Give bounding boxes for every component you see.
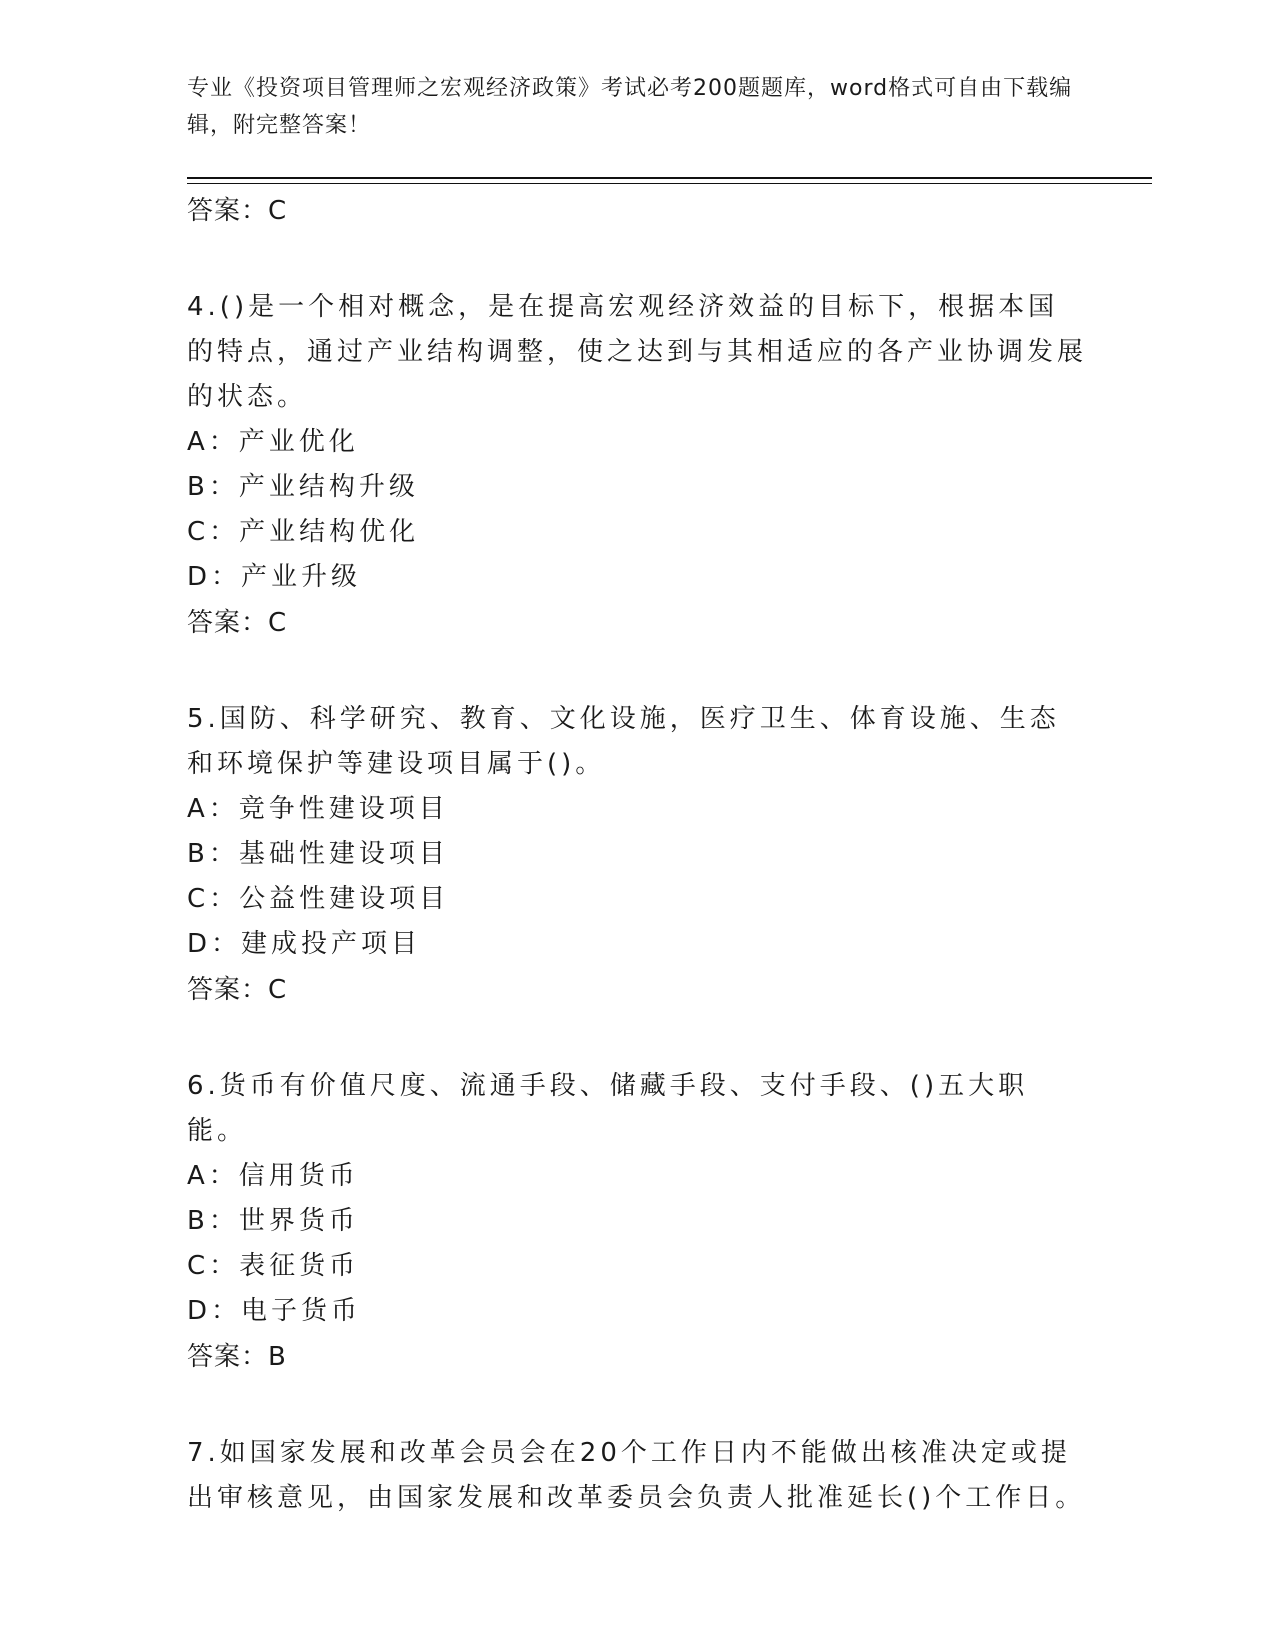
answer-line: 答案：B (187, 1342, 287, 1372)
option-a: A：信用货币 (187, 1161, 359, 1191)
option-d: D：产业升级 (187, 562, 362, 592)
answer-line: 答案：C (187, 196, 288, 226)
answer-line: 答案：C (187, 975, 288, 1005)
question-block (187, 1064, 1087, 1380)
option-a: A：竞争性建设项目 (187, 794, 449, 824)
question-text: 7.如国家发展和改革会员会在20个工作日内不能做出核准决定或提出审核意见，由国家发展和改革委员会负责人批准延长()个工作日。 (187, 1438, 1086, 1513)
header-divider-thick (187, 177, 1152, 179)
option-c: C：表征货币 (187, 1251, 360, 1281)
option-b: B：基础性建设项目 (187, 839, 449, 869)
question-text: 6.货币有价值尺度、流通手段、储藏手段、支付手段、()五大职能。 (187, 1071, 1029, 1146)
answer-line: 答案：C (187, 608, 288, 638)
question-block (187, 697, 1087, 1013)
option-d: D：建成投产项目 (187, 929, 422, 959)
question-text: 4.()是一个相对概念，是在提高宏观经济效益的目标下，根据本国的特点，通过产业结构调整，使之达到与其相适应的各产业协调发展的状态。 (187, 292, 1088, 412)
option-b: B：产业结构升级 (187, 472, 419, 502)
question-text: 5.国防、科学研究、教育、文化设施，医疗卫生、体育设施、生态和环境保护等建设项目属于()。 (187, 704, 1060, 779)
option-c: C：公益性建设项目 (187, 884, 450, 914)
document-header: 专业《投资项目管理师之宏观经济政策》考试必考200题题库，word格式可自由下载编辑，附完整答案！ (187, 76, 1073, 138)
option-d: D：电子货币 (187, 1296, 362, 1326)
question-block (187, 285, 1087, 646)
header-divider-thin (187, 183, 1152, 184)
question-block (187, 1431, 1087, 1521)
option-b: B：世界货币 (187, 1206, 359, 1236)
option-c: C：产业结构优化 (187, 517, 420, 547)
option-a: A：产业优化 (187, 427, 359, 457)
question-list (187, 188, 1087, 1521)
